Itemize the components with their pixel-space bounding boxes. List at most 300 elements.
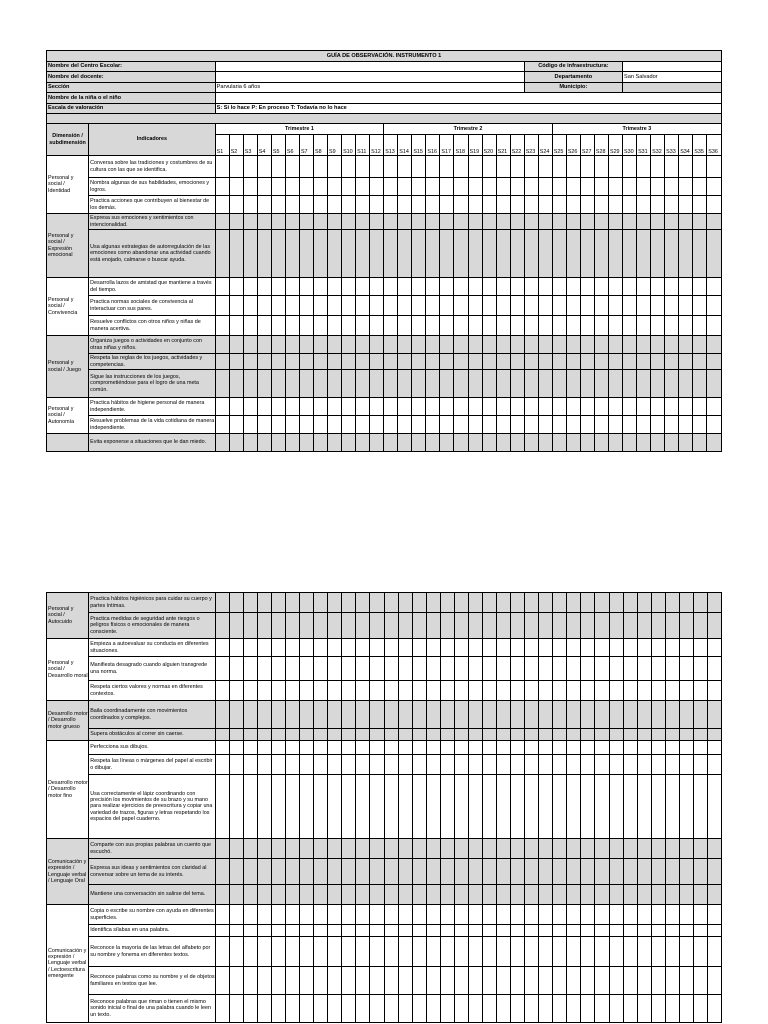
rating-cell[interactable] bbox=[328, 613, 342, 639]
rating-cell[interactable] bbox=[553, 681, 567, 701]
rating-cell[interactable] bbox=[370, 398, 384, 416]
rating-cell[interactable] bbox=[314, 775, 328, 839]
rating-cell[interactable] bbox=[482, 354, 496, 370]
rating-cell[interactable] bbox=[215, 859, 229, 885]
rating-cell[interactable] bbox=[215, 925, 229, 937]
rating-cell[interactable] bbox=[300, 775, 314, 839]
rating-cell[interactable] bbox=[553, 639, 567, 657]
rating-cell[interactable] bbox=[637, 967, 651, 995]
rating-cell[interactable] bbox=[538, 156, 552, 178]
rating-cell[interactable] bbox=[693, 885, 707, 905]
rating-cell[interactable] bbox=[609, 839, 623, 859]
rating-cell[interactable] bbox=[257, 296, 271, 316]
rating-cell[interactable] bbox=[328, 278, 342, 296]
rating-cell[interactable] bbox=[370, 885, 384, 905]
rating-cell[interactable] bbox=[623, 755, 637, 775]
rating-cell[interactable] bbox=[398, 316, 412, 336]
rating-cell[interactable] bbox=[707, 434, 722, 452]
rating-cell[interactable] bbox=[497, 613, 511, 639]
rating-cell[interactable] bbox=[257, 336, 271, 354]
rating-cell[interactable] bbox=[257, 729, 271, 741]
rating-cell[interactable] bbox=[370, 925, 384, 937]
rating-cell[interactable] bbox=[342, 398, 356, 416]
rating-cell[interactable] bbox=[328, 937, 342, 967]
rating-cell[interactable] bbox=[539, 925, 553, 937]
rating-cell[interactable] bbox=[356, 937, 370, 967]
rating-cell[interactable] bbox=[215, 278, 229, 296]
rating-cell[interactable] bbox=[426, 639, 440, 657]
rating-cell[interactable] bbox=[679, 839, 693, 859]
rating-cell[interactable] bbox=[272, 995, 286, 1023]
rating-cell[interactable] bbox=[299, 398, 313, 416]
rating-cell[interactable] bbox=[468, 995, 482, 1023]
rating-cell[interactable] bbox=[497, 995, 511, 1023]
rating-cell[interactable] bbox=[215, 701, 229, 729]
rating-cell[interactable] bbox=[510, 354, 524, 370]
rating-cell[interactable] bbox=[243, 398, 257, 416]
rating-cell[interactable] bbox=[440, 354, 454, 370]
rating-cell[interactable] bbox=[384, 613, 398, 639]
rating-cell[interactable] bbox=[285, 196, 299, 214]
rating-cell[interactable] bbox=[580, 278, 594, 296]
rating-cell[interactable] bbox=[693, 701, 707, 729]
rating-cell[interactable] bbox=[215, 354, 229, 370]
rating-cell[interactable] bbox=[328, 336, 342, 354]
rating-cell[interactable] bbox=[637, 885, 651, 905]
rating-cell[interactable] bbox=[370, 196, 384, 214]
rating-cell[interactable] bbox=[285, 416, 299, 434]
rating-cell[interactable] bbox=[693, 937, 707, 967]
rating-cell[interactable] bbox=[679, 214, 693, 230]
rating-cell[interactable] bbox=[665, 178, 679, 196]
rating-cell[interactable] bbox=[468, 729, 482, 741]
rating-cell[interactable] bbox=[398, 214, 412, 230]
rating-cell[interactable] bbox=[398, 741, 412, 755]
rating-cell[interactable] bbox=[665, 196, 679, 214]
rating-cell[interactable] bbox=[328, 729, 342, 741]
rating-cell[interactable] bbox=[525, 613, 539, 639]
rating-cell[interactable] bbox=[243, 937, 257, 967]
rating-cell[interactable] bbox=[426, 657, 440, 681]
rating-cell[interactable] bbox=[497, 885, 511, 905]
rating-cell[interactable] bbox=[384, 639, 398, 657]
rating-cell[interactable] bbox=[609, 937, 623, 967]
rating-cell[interactable] bbox=[524, 434, 538, 452]
rating-cell[interactable] bbox=[623, 729, 637, 741]
rating-cell[interactable] bbox=[356, 701, 370, 729]
rating-cell[interactable] bbox=[328, 178, 342, 196]
rating-cell[interactable] bbox=[229, 657, 243, 681]
rating-cell[interactable] bbox=[665, 156, 679, 178]
rating-cell[interactable] bbox=[300, 925, 314, 937]
rating-cell[interactable] bbox=[707, 905, 721, 925]
rating-cell[interactable] bbox=[412, 196, 426, 214]
rating-cell[interactable] bbox=[609, 925, 623, 937]
rating-cell[interactable] bbox=[300, 995, 314, 1023]
rating-cell[interactable] bbox=[384, 885, 398, 905]
rating-cell[interactable] bbox=[342, 639, 356, 657]
rating-cell[interactable] bbox=[454, 701, 468, 729]
rating-cell[interactable] bbox=[651, 370, 665, 398]
rating-cell[interactable] bbox=[257, 230, 271, 278]
rating-cell[interactable] bbox=[440, 434, 454, 452]
rating-cell[interactable] bbox=[300, 905, 314, 925]
rating-cell[interactable] bbox=[398, 398, 412, 416]
rating-cell[interactable] bbox=[693, 925, 707, 937]
rating-cell[interactable] bbox=[608, 156, 622, 178]
rating-cell[interactable] bbox=[511, 593, 525, 613]
rating-cell[interactable] bbox=[538, 370, 552, 398]
rating-cell[interactable] bbox=[243, 370, 257, 398]
rating-cell[interactable] bbox=[608, 416, 622, 434]
rating-cell[interactable] bbox=[524, 196, 538, 214]
rating-cell[interactable] bbox=[539, 613, 553, 639]
rating-cell[interactable] bbox=[342, 657, 356, 681]
rating-cell[interactable] bbox=[482, 639, 496, 657]
rating-cell[interactable] bbox=[398, 296, 412, 316]
rating-cell[interactable] bbox=[300, 755, 314, 775]
rating-cell[interactable] bbox=[271, 416, 285, 434]
rating-cell[interactable] bbox=[679, 296, 693, 316]
rating-cell[interactable] bbox=[623, 701, 637, 729]
rating-cell[interactable] bbox=[272, 937, 286, 967]
rating-cell[interactable] bbox=[482, 657, 496, 681]
rating-cell[interactable] bbox=[525, 937, 539, 967]
rating-cell[interactable] bbox=[580, 398, 594, 416]
rating-cell[interactable] bbox=[412, 178, 426, 196]
rating-cell[interactable] bbox=[370, 937, 384, 967]
rating-cell[interactable] bbox=[637, 701, 651, 729]
rating-cell[interactable] bbox=[637, 775, 651, 839]
rating-cell[interactable] bbox=[229, 278, 243, 296]
rating-cell[interactable] bbox=[426, 398, 440, 416]
rating-cell[interactable] bbox=[370, 681, 384, 701]
rating-cell[interactable] bbox=[229, 995, 243, 1023]
rating-cell[interactable] bbox=[328, 416, 342, 434]
rating-cell[interactable] bbox=[567, 613, 581, 639]
rating-cell[interactable] bbox=[651, 701, 665, 729]
rating-cell[interactable] bbox=[468, 859, 482, 885]
rating-cell[interactable] bbox=[272, 859, 286, 885]
rating-cell[interactable] bbox=[567, 839, 581, 859]
rating-cell[interactable] bbox=[426, 681, 440, 701]
rating-cell[interactable] bbox=[398, 925, 412, 937]
rating-cell[interactable] bbox=[215, 316, 229, 336]
rating-cell[interactable] bbox=[229, 639, 243, 657]
rating-cell[interactable] bbox=[468, 701, 482, 729]
rating-cell[interactable] bbox=[679, 859, 693, 885]
rating-cell[interactable] bbox=[215, 398, 229, 416]
rating-cell[interactable] bbox=[286, 729, 300, 741]
rating-cell[interactable] bbox=[328, 434, 342, 452]
rating-cell[interactable] bbox=[482, 178, 496, 196]
rating-cell[interactable] bbox=[581, 995, 595, 1023]
rating-cell[interactable] bbox=[412, 278, 426, 296]
rating-cell[interactable] bbox=[553, 741, 567, 755]
rating-cell[interactable] bbox=[693, 995, 707, 1023]
rating-cell[interactable] bbox=[257, 278, 271, 296]
rating-cell[interactable] bbox=[566, 178, 580, 196]
rating-cell[interactable] bbox=[342, 316, 356, 336]
rating-cell[interactable] bbox=[539, 885, 553, 905]
rating-cell[interactable] bbox=[257, 755, 271, 775]
child-name-field[interactable] bbox=[215, 93, 721, 104]
rating-cell[interactable] bbox=[313, 416, 327, 434]
department-field[interactable]: San Salvador bbox=[623, 72, 722, 83]
rating-cell[interactable] bbox=[384, 316, 398, 336]
rating-cell[interactable] bbox=[454, 354, 468, 370]
rating-cell[interactable] bbox=[370, 416, 384, 434]
rating-cell[interactable] bbox=[482, 416, 496, 434]
rating-cell[interactable] bbox=[482, 156, 496, 178]
rating-cell[interactable] bbox=[370, 336, 384, 354]
rating-cell[interactable] bbox=[665, 296, 679, 316]
rating-cell[interactable] bbox=[426, 296, 440, 316]
rating-cell[interactable] bbox=[496, 354, 510, 370]
rating-cell[interactable] bbox=[440, 729, 454, 741]
rating-cell[interactable] bbox=[342, 196, 356, 214]
rating-cell[interactable] bbox=[637, 296, 651, 316]
rating-cell[interactable] bbox=[440, 681, 454, 701]
rating-cell[interactable] bbox=[454, 885, 468, 905]
rating-cell[interactable] bbox=[384, 593, 398, 613]
rating-cell[interactable] bbox=[497, 775, 511, 839]
rating-cell[interactable] bbox=[580, 214, 594, 230]
rating-cell[interactable] bbox=[482, 701, 496, 729]
rating-cell[interactable] bbox=[300, 859, 314, 885]
rating-cell[interactable] bbox=[482, 925, 496, 937]
rating-cell[interactable] bbox=[608, 316, 622, 336]
rating-cell[interactable] bbox=[637, 859, 651, 885]
rating-cell[interactable] bbox=[665, 398, 679, 416]
rating-cell[interactable] bbox=[384, 681, 398, 701]
rating-cell[interactable] bbox=[693, 278, 707, 296]
rating-cell[interactable] bbox=[496, 434, 510, 452]
rating-cell[interactable] bbox=[608, 278, 622, 296]
rating-cell[interactable] bbox=[412, 156, 426, 178]
rating-cell[interactable] bbox=[454, 967, 468, 995]
rating-cell[interactable] bbox=[525, 995, 539, 1023]
rating-cell[interactable] bbox=[286, 905, 300, 925]
rating-cell[interactable] bbox=[538, 230, 552, 278]
rating-cell[interactable] bbox=[454, 741, 468, 755]
rating-cell[interactable] bbox=[594, 370, 608, 398]
rating-cell[interactable] bbox=[538, 434, 552, 452]
rating-cell[interactable] bbox=[609, 593, 623, 613]
rating-cell[interactable] bbox=[426, 925, 440, 937]
rating-cell[interactable] bbox=[482, 196, 496, 214]
rating-cell[interactable] bbox=[342, 230, 356, 278]
rating-cell[interactable] bbox=[468, 937, 482, 967]
rating-cell[interactable] bbox=[637, 905, 651, 925]
rating-cell[interactable] bbox=[384, 230, 398, 278]
rating-cell[interactable] bbox=[412, 370, 426, 398]
rating-cell[interactable] bbox=[538, 416, 552, 434]
rating-cell[interactable] bbox=[314, 995, 328, 1023]
rating-cell[interactable] bbox=[370, 434, 384, 452]
rating-cell[interactable] bbox=[623, 370, 637, 398]
rating-cell[interactable] bbox=[594, 278, 608, 296]
rating-cell[interactable] bbox=[229, 937, 243, 967]
rating-cell[interactable] bbox=[356, 613, 370, 639]
rating-cell[interactable] bbox=[328, 230, 342, 278]
rating-cell[interactable] bbox=[440, 214, 454, 230]
rating-cell[interactable] bbox=[398, 885, 412, 905]
rating-cell[interactable] bbox=[525, 905, 539, 925]
rating-cell[interactable] bbox=[356, 230, 370, 278]
rating-cell[interactable] bbox=[215, 214, 229, 230]
rating-cell[interactable] bbox=[313, 370, 327, 398]
rating-cell[interactable] bbox=[511, 775, 525, 839]
rating-cell[interactable] bbox=[426, 885, 440, 905]
rating-cell[interactable] bbox=[426, 156, 440, 178]
rating-cell[interactable] bbox=[328, 701, 342, 729]
rating-cell[interactable] bbox=[356, 296, 370, 316]
rating-cell[interactable] bbox=[412, 681, 426, 701]
rating-cell[interactable] bbox=[665, 278, 679, 296]
rating-cell[interactable] bbox=[539, 775, 553, 839]
rating-cell[interactable] bbox=[271, 214, 285, 230]
rating-cell[interactable] bbox=[594, 214, 608, 230]
rating-cell[interactable] bbox=[285, 278, 299, 296]
rating-cell[interactable] bbox=[525, 701, 539, 729]
rating-cell[interactable] bbox=[356, 196, 370, 214]
rating-cell[interactable] bbox=[243, 741, 257, 755]
rating-cell[interactable] bbox=[468, 296, 482, 316]
rating-cell[interactable] bbox=[342, 701, 356, 729]
rating-cell[interactable] bbox=[637, 196, 651, 214]
rating-cell[interactable] bbox=[356, 336, 370, 354]
rating-cell[interactable] bbox=[229, 178, 243, 196]
rating-cell[interactable] bbox=[272, 741, 286, 755]
rating-cell[interactable] bbox=[370, 995, 384, 1023]
rating-cell[interactable] bbox=[328, 741, 342, 755]
rating-cell[interactable] bbox=[384, 995, 398, 1023]
rating-cell[interactable] bbox=[651, 214, 665, 230]
rating-cell[interactable] bbox=[454, 839, 468, 859]
rating-cell[interactable] bbox=[257, 967, 271, 995]
rating-cell[interactable] bbox=[271, 178, 285, 196]
rating-cell[interactable] bbox=[553, 701, 567, 729]
rating-cell[interactable] bbox=[468, 681, 482, 701]
rating-cell[interactable] bbox=[567, 701, 581, 729]
rating-cell[interactable] bbox=[651, 296, 665, 316]
rating-cell[interactable] bbox=[215, 755, 229, 775]
rating-cell[interactable] bbox=[679, 885, 693, 905]
rating-cell[interactable] bbox=[398, 278, 412, 296]
rating-cell[interactable] bbox=[482, 230, 496, 278]
rating-cell[interactable] bbox=[679, 905, 693, 925]
rating-cell[interactable] bbox=[299, 296, 313, 316]
rating-cell[interactable] bbox=[398, 775, 412, 839]
rating-cell[interactable] bbox=[595, 741, 609, 755]
rating-cell[interactable] bbox=[539, 905, 553, 925]
rating-cell[interactable] bbox=[271, 398, 285, 416]
rating-cell[interactable] bbox=[426, 755, 440, 775]
rating-cell[interactable] bbox=[454, 613, 468, 639]
rating-cell[interactable] bbox=[314, 839, 328, 859]
rating-cell[interactable] bbox=[426, 196, 440, 214]
rating-cell[interactable] bbox=[665, 336, 679, 354]
rating-cell[interactable] bbox=[525, 839, 539, 859]
rating-cell[interactable] bbox=[384, 370, 398, 398]
rating-cell[interactable] bbox=[510, 278, 524, 296]
rating-cell[interactable] bbox=[300, 967, 314, 995]
rating-cell[interactable] bbox=[693, 755, 707, 775]
rating-cell[interactable] bbox=[637, 434, 651, 452]
rating-cell[interactable] bbox=[398, 230, 412, 278]
rating-cell[interactable] bbox=[257, 434, 271, 452]
rating-cell[interactable] bbox=[257, 639, 271, 657]
rating-cell[interactable] bbox=[637, 741, 651, 755]
rating-cell[interactable] bbox=[637, 593, 651, 613]
rating-cell[interactable] bbox=[412, 416, 426, 434]
rating-cell[interactable] bbox=[314, 937, 328, 967]
rating-cell[interactable] bbox=[328, 156, 342, 178]
rating-cell[interactable] bbox=[342, 967, 356, 995]
rating-cell[interactable] bbox=[511, 937, 525, 967]
rating-cell[interactable] bbox=[693, 156, 707, 178]
rating-cell[interactable] bbox=[553, 905, 567, 925]
rating-cell[interactable] bbox=[609, 701, 623, 729]
rating-cell[interactable] bbox=[314, 681, 328, 701]
rating-cell[interactable] bbox=[328, 593, 342, 613]
rating-cell[interactable] bbox=[693, 775, 707, 839]
rating-cell[interactable] bbox=[679, 230, 693, 278]
rating-cell[interactable] bbox=[679, 967, 693, 995]
rating-cell[interactable] bbox=[552, 214, 566, 230]
rating-cell[interactable] bbox=[243, 593, 257, 613]
rating-cell[interactable] bbox=[271, 434, 285, 452]
rating-cell[interactable] bbox=[285, 296, 299, 316]
rating-cell[interactable] bbox=[370, 613, 384, 639]
rating-cell[interactable] bbox=[370, 316, 384, 336]
rating-cell[interactable] bbox=[580, 230, 594, 278]
rating-cell[interactable] bbox=[356, 859, 370, 885]
rating-cell[interactable] bbox=[679, 701, 693, 729]
rating-cell[interactable] bbox=[314, 925, 328, 937]
rating-cell[interactable] bbox=[243, 729, 257, 741]
rating-cell[interactable] bbox=[398, 336, 412, 354]
rating-cell[interactable] bbox=[257, 370, 271, 398]
rating-cell[interactable] bbox=[272, 681, 286, 701]
rating-cell[interactable] bbox=[229, 839, 243, 859]
rating-cell[interactable] bbox=[594, 398, 608, 416]
rating-cell[interactable] bbox=[299, 316, 313, 336]
rating-cell[interactable] bbox=[440, 937, 454, 967]
rating-cell[interactable] bbox=[511, 613, 525, 639]
rating-cell[interactable] bbox=[552, 398, 566, 416]
rating-cell[interactable] bbox=[623, 296, 637, 316]
rating-cell[interactable] bbox=[595, 885, 609, 905]
rating-cell[interactable] bbox=[679, 613, 693, 639]
rating-cell[interactable] bbox=[553, 885, 567, 905]
rating-cell[interactable] bbox=[651, 230, 665, 278]
rating-cell[interactable] bbox=[665, 657, 679, 681]
rating-cell[interactable] bbox=[271, 278, 285, 296]
rating-cell[interactable] bbox=[356, 354, 370, 370]
rating-cell[interactable] bbox=[412, 214, 426, 230]
rating-cell[interactable] bbox=[426, 839, 440, 859]
rating-cell[interactable] bbox=[637, 398, 651, 416]
rating-cell[interactable] bbox=[257, 775, 271, 839]
rating-cell[interactable] bbox=[665, 729, 679, 741]
rating-cell[interactable] bbox=[609, 657, 623, 681]
rating-cell[interactable] bbox=[468, 755, 482, 775]
rating-cell[interactable] bbox=[482, 885, 496, 905]
rating-cell[interactable] bbox=[707, 657, 721, 681]
rating-cell[interactable] bbox=[342, 681, 356, 701]
